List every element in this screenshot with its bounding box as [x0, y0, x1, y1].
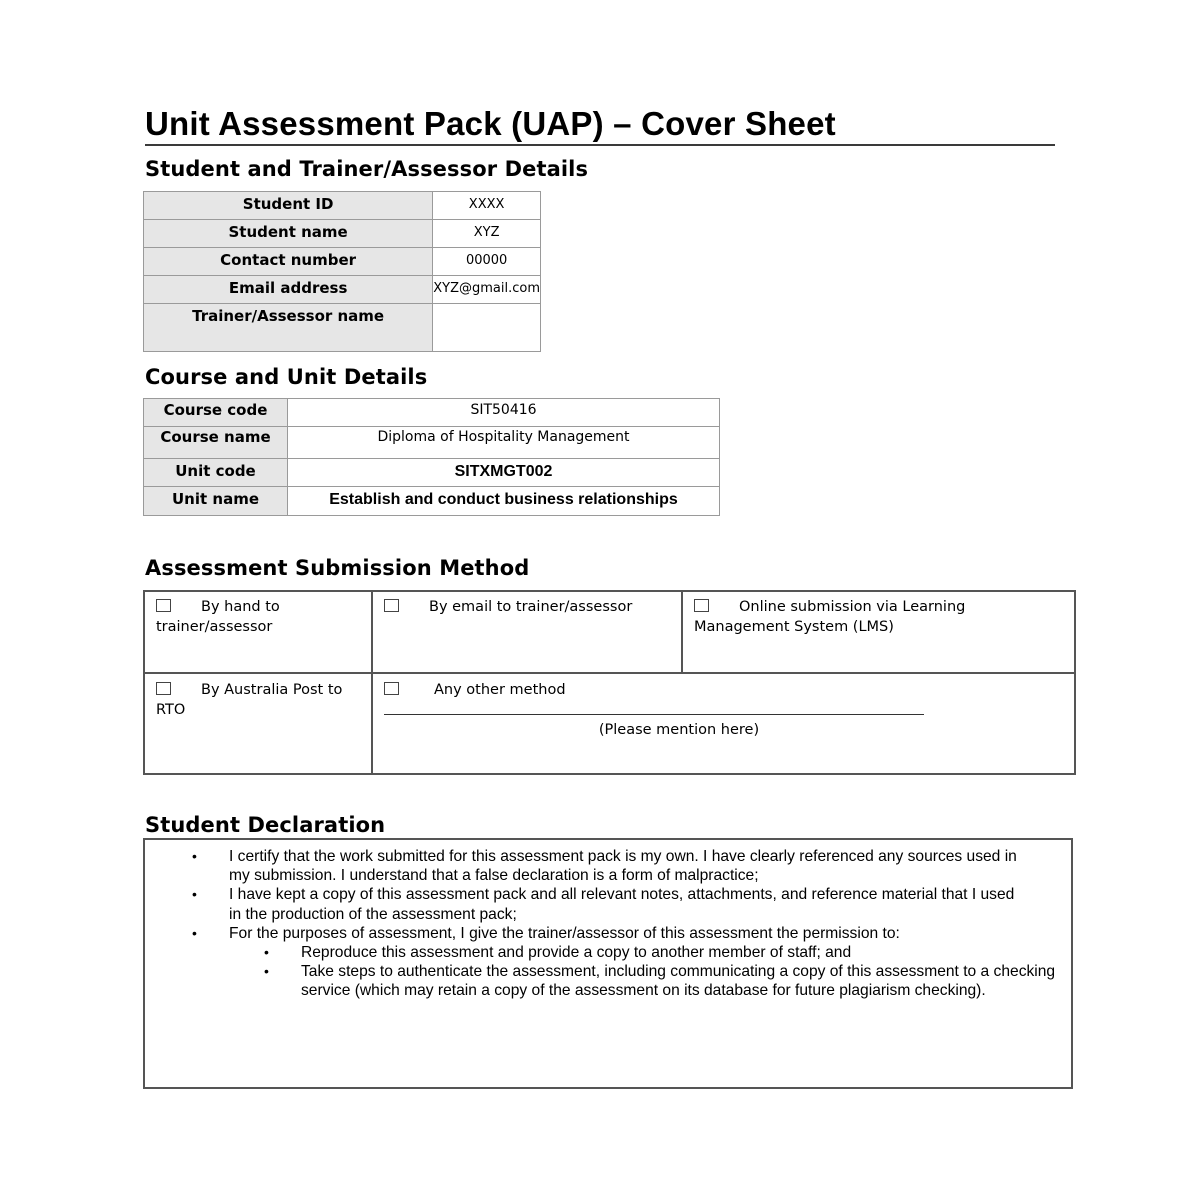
table-row — [144, 220, 541, 248]
submission-method-table — [143, 590, 1076, 775]
course-code-label: Course code — [144, 399, 288, 427]
table-row — [144, 276, 541, 304]
trainer-name-label: Trainer/Assessor name — [144, 304, 433, 352]
checkbox-empty-icon[interactable] — [384, 682, 399, 695]
declaration-subtext: Take steps to authenticate the assessment, including communicating a copy of this assessment to a checking service (which may retain a copy of the assessment on its database for future plagiarism checking). — [301, 963, 1056, 1000]
bullet-icon: • — [264, 944, 269, 961]
declaration-heading: Student Declaration — [145, 813, 386, 837]
contact-number-label: Contact number — [144, 248, 433, 276]
option-label: Any other method — [434, 682, 566, 698]
list-item — [145, 962, 1061, 1000]
email-address-value[interactable]: XYZ@gmail.com — [433, 276, 541, 304]
submission-method-heading: Assessment Submission Method — [145, 556, 530, 580]
table-row — [144, 487, 720, 516]
table-row — [144, 192, 541, 220]
student-id-value[interactable]: XXXX — [433, 192, 541, 220]
option-australia-post[interactable] — [144, 673, 372, 774]
page-title: Unit Assessment Pack (UAP) – Cover Sheet — [145, 104, 1055, 146]
option-online-lms[interactable] — [682, 591, 1075, 673]
student-id-label: Student ID — [144, 192, 433, 220]
option-other-method[interactable] — [372, 673, 1075, 774]
option-label: By Australia Post to RTO — [156, 682, 343, 718]
email-address-label: Email address — [144, 276, 433, 304]
bullet-icon: • — [264, 963, 269, 980]
contact-number-value[interactable]: 00000 — [433, 248, 541, 276]
student-details-table — [143, 191, 541, 352]
course-code-value: SIT50416 — [288, 399, 720, 427]
declaration-subtext: Reproduce this assessment and provide a copy to another member of staff; and — [301, 944, 852, 962]
declaration-text: For the purposes of assessment, I give the trainer/assessor of this assessment the permission to: — [229, 924, 900, 942]
declaration-list — [145, 847, 1071, 1001]
student-details-heading: Student and Trainer/Assessor Details — [145, 157, 589, 181]
option-label: By hand to trainer/assessor — [156, 599, 280, 635]
option-label: Online submission via Learning Management System (LMS) — [694, 599, 966, 635]
bullet-icon: • — [192, 924, 197, 941]
trainer-name-value[interactable] — [433, 304, 541, 352]
unit-code-label: Unit code — [144, 459, 288, 487]
list-item — [145, 847, 1019, 885]
bullet-icon: • — [192, 886, 197, 903]
checkbox-empty-icon[interactable] — [384, 599, 399, 612]
checkbox-empty-icon[interactable] — [156, 599, 171, 612]
option-by-email[interactable] — [372, 591, 682, 673]
student-name-label: Student name — [144, 220, 433, 248]
unit-name-label: Unit name — [144, 487, 288, 516]
checkbox-empty-icon[interactable] — [156, 682, 171, 695]
table-row — [144, 399, 720, 427]
bullet-icon: • — [192, 848, 197, 864]
course-details-table — [143, 398, 720, 516]
table-row — [144, 304, 541, 352]
table-row — [144, 673, 1075, 774]
declaration-text: I have kept a copy of this assessment pack and all relevant notes, attachments, and reference material that I used in the production of the assessment pack; — [229, 886, 1015, 923]
table-row — [144, 427, 720, 459]
course-name-value: Diploma of Hospitality Management — [288, 427, 720, 459]
course-name-label: Course name — [144, 427, 288, 459]
unit-name-value: Establish and conduct business relationships — [288, 487, 720, 516]
course-details-heading: Course and Unit Details — [145, 365, 428, 389]
declaration-text: I certify that the work submitted for this assessment pack is my own. I have clearly referenced any sources used in my submission. I understand that a false declaration is a form of malpractice; — [229, 848, 1017, 885]
checkbox-empty-icon[interactable] — [694, 599, 709, 612]
option-label: By email to trainer/assessor — [429, 599, 633, 615]
student-name-value[interactable]: XYZ — [433, 220, 541, 248]
list-item — [145, 924, 1019, 943]
other-method-input-line[interactable] — [384, 700, 924, 715]
table-row — [144, 591, 1075, 673]
other-method-hint: (Please mention here) — [598, 722, 760, 738]
table-row — [144, 459, 720, 487]
option-by-hand[interactable] — [144, 591, 372, 673]
table-row — [144, 248, 541, 276]
list-item — [145, 885, 1019, 923]
unit-code-value: SITXMGT002 — [288, 459, 720, 487]
declaration-box — [143, 838, 1073, 1089]
list-item — [145, 943, 1061, 962]
